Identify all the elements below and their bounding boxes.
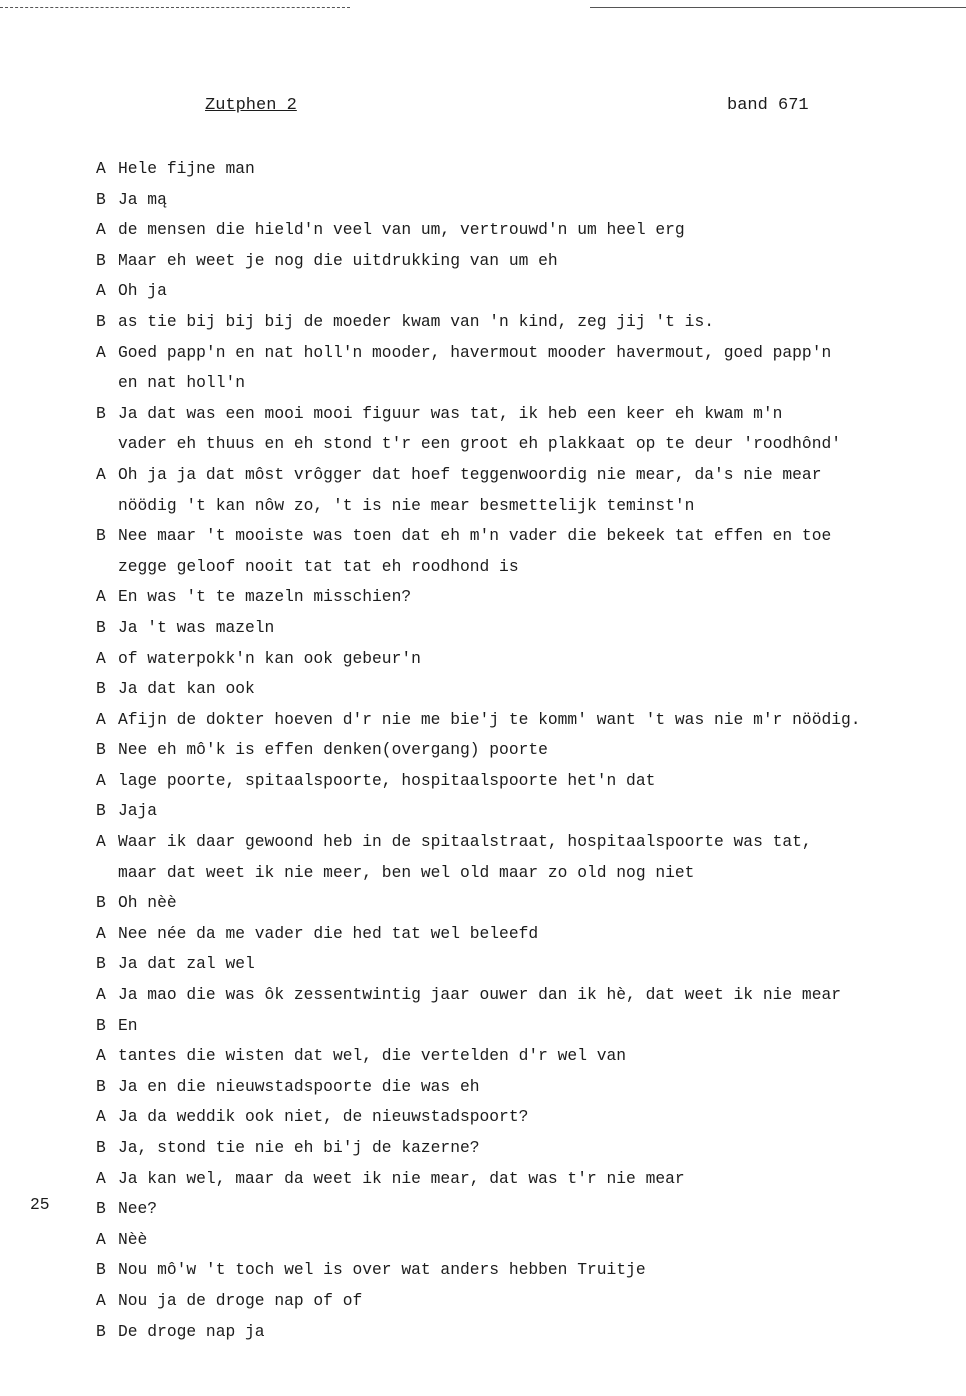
transcript-line [96,613,946,644]
line-text: En was 't te mazeln misschien? [118,587,412,607]
speaker-label: B [96,679,106,699]
speaker-label: A [96,1168,106,1188]
transcript-line [96,1041,946,1072]
line-text: Hele fijne man [118,159,255,178]
line-text: as tie bij bij bij de moeder kwam van 'n kind, zeg jij 't is. [118,311,714,331]
speaker-label: A [96,1046,106,1066]
speaker-label: A [96,281,106,301]
speaker-label: B [96,1015,106,1035]
top-rule-right [590,7,966,8]
speaker-label: A [96,464,106,484]
transcript-line [96,1133,946,1164]
speaker-label: B [96,893,106,913]
transcript-line [96,368,946,399]
speaker-label: A [96,923,106,943]
transcript-line [96,766,946,797]
line-text: Oh ja ja dat môst vrôgger dat hoef teggenwoordig nie mear, da's nie mear [118,464,822,484]
speaker-label: B [96,801,106,821]
speaker-label: B [96,740,106,760]
speaker-label: A [96,1107,106,1127]
band-number: band 671 [727,96,809,115]
speaker-label: B [96,954,106,974]
transcript-line [96,521,946,552]
transcript-line [96,919,946,950]
transcript-line [96,705,946,736]
transcript-line [96,1164,946,1195]
transcript-line [96,491,946,522]
speaker-label: B [96,403,106,423]
speaker-label: A [96,709,106,729]
line-text: Ja, stond tie nie eh bi'j de kazerne? [118,1138,480,1157]
speaker-label: A [96,832,106,852]
transcript-line [96,215,946,246]
transcript-line [96,858,946,889]
line-text: Ja kan wel, maar da weet ik nie mear, dat was t'r nie mear [118,1168,685,1188]
speaker-label: B [96,1321,106,1341]
speaker-label: B [96,526,106,546]
line-text: Afijn de dokter hoeven d'r nie me bie'j te komm' want 't was nie m'r nöödig. [118,709,861,729]
line-text: Ja mą [118,189,167,209]
line-text: Waar ik daar gewoond heb in de spitaalstraat, hospitaalspoorte was tat, [118,832,812,852]
line-text: Ja dat kan ook [118,679,255,699]
page-title: Zutphen 2 [205,96,297,115]
line-text: zegge geloof nooit tat tat eh roodhond is [118,556,519,576]
transcript-line [96,888,946,919]
transcript-line [96,246,946,277]
line-text: lage poorte, spitaalspoorte, hospitaalspoorte het'n dat [118,770,656,790]
line-text: nöödig 't kan nôw zo, 't is nie mear besmettelijk teminst'n [118,495,695,515]
transcript-line [96,674,946,705]
line-text: Nèè [118,1229,148,1249]
speaker-label: B [96,1260,106,1280]
speaker-label: A [96,770,106,790]
line-text: Ja da weddik ook niet, de nieuwstadspoort? [118,1107,529,1127]
transcript-line [96,1072,946,1103]
line-text: vader eh thuus en eh stond t'r een groot eh plakkaat op te deur 'roodhônd' [118,434,842,454]
speaker-label: A [96,1229,106,1249]
top-rule-left [0,7,350,8]
line-text: en nat holl'n [118,373,246,393]
line-text: Goed papp'n en nat holl'n mooder, havermout mooder havermout, goed papp'n [118,342,832,362]
speaker-label: A [96,648,106,668]
line-text: Maar eh weet je nog die uitdrukking van um eh [118,250,558,270]
transcript-line [96,399,946,430]
line-text: of waterpokk'n kan ook gebeur'n [118,648,421,668]
speaker-label: A [96,587,106,607]
transcript-line [96,276,946,307]
transcript-line [96,980,946,1011]
transcript [96,154,946,1347]
speaker-label: A [96,1290,106,1310]
line-text: maar dat weet ik nie meer, ben wel old maar zo old nog niet [118,862,695,882]
line-text: Ja dat zal wel [118,954,255,974]
transcript-line [96,949,946,980]
speaker-label: A [96,985,106,1005]
line-text: Oh ja [118,281,167,301]
transcript-line [96,582,946,613]
line-text: Nou ja de droge nap of of [118,1290,363,1310]
speaker-label: B [96,189,106,209]
line-text: Nee? [118,1199,158,1219]
speaker-label: B [96,617,106,637]
transcript-line [96,735,946,766]
speaker-label: B [96,1138,106,1157]
transcript-line [96,1317,946,1348]
line-text: tantes die wisten dat wel, die vertelden d'r wel van [118,1046,627,1066]
transcript-line [96,644,946,675]
transcript-line [96,796,946,827]
line-text: Ja 't was mazeln [118,617,275,637]
speaker-label: B [96,1076,106,1096]
transcript-line [96,1225,946,1256]
transcript-line [96,154,946,185]
transcript-line [96,460,946,491]
line-text: Nee eh mô'k is effen denken(overgang) poorte [118,740,548,760]
transcript-line [96,185,946,216]
transcript-line [96,307,946,338]
line-text: De droge nap ja [118,1321,265,1341]
transcript-line [96,1286,946,1317]
speaker-label: A [96,342,106,362]
line-text: Ja en die nieuwstadspoorte die was eh [118,1076,480,1096]
line-text: Oh nèè [118,893,177,913]
speaker-label: A [96,159,106,178]
transcript-line [96,338,946,369]
transcript-line [96,552,946,583]
speaker-label: B [96,250,106,270]
transcript-line [96,1102,946,1133]
transcript-line [96,1011,946,1042]
speaker-label: A [96,220,106,240]
speaker-label: B [96,311,106,331]
line-text: de mensen die hield'n veel van um, vertrouwd'n um heel erg [118,220,685,240]
speaker-label: B [96,1199,106,1219]
line-text: En [118,1015,138,1035]
line-text: Ja dat was een mooi mooi figuur was tat, ik heb een keer eh kwam m'n [118,403,783,423]
transcript-line [96,429,946,460]
line-text: Jaja [118,801,158,821]
line-text: Nou mô'w 't toch wel is over wat anders hebben Truitje [118,1260,646,1280]
line-text: Nee née da me vader die hed tat wel beleefd [118,923,539,943]
margin-line-number: 25 [30,1195,50,1214]
line-text: Ja mao die was ôk zessentwintig jaar ouwer dan ik hè, dat weet ik nie mear [118,985,842,1005]
transcript-line [96,1255,946,1286]
transcript-line [96,1194,946,1225]
transcript-line [96,827,946,858]
line-text: Nee maar 't mooiste was toen dat eh m'n vader die bekeek tat effen en toe [118,526,832,546]
